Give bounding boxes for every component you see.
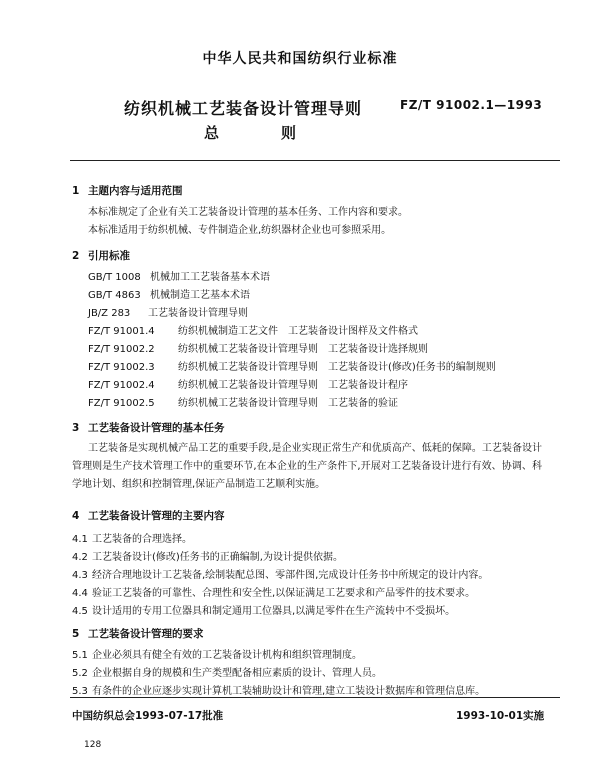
- standard-header: 中华人民共和国纺织行业标准: [202, 51, 398, 67]
- section-title: 工艺装备设计管理的要求: [88, 628, 204, 640]
- reference-title: 机械加工工艺装备基本术语: [150, 272, 270, 283]
- reference-code: FZ/T 91002.4: [88, 380, 155, 391]
- document-title: 纺织机械工艺装备设计管理导则: [124, 99, 363, 118]
- section-4-heading: [72, 508, 225, 523]
- item-text: 验证工艺装备的可靠性、合理性和安全性,以保证满足工艺要求和产品零件的技术要求。: [92, 588, 476, 599]
- reference-item: [88, 322, 418, 337]
- reference-item: [88, 304, 248, 319]
- item-text: 设计适用的专用工位器具和制定通用工位器具,以满足零件在生产流转中不受损坏。: [92, 606, 456, 617]
- section-title: 工艺装备设计管理的主要内容: [88, 510, 225, 522]
- section-title: 工艺装备设计管理的基本任务: [88, 422, 225, 434]
- section-title: 主题内容与适用范围: [88, 185, 183, 197]
- approval-date: 中国纺织总会1993-07-17批准: [72, 710, 224, 722]
- reference-title: 纺织机械工艺装备设计管理导则 工艺装备的验证: [178, 398, 398, 409]
- reference-code: FZ/T 91001.4: [88, 326, 155, 337]
- section-5-heading: [72, 626, 204, 641]
- section-number: 5: [72, 628, 80, 640]
- reference-title: 纺织机械制造工艺文件 工艺装备设计图样及文件格式: [178, 326, 418, 337]
- section-title: 引用标准: [88, 250, 130, 262]
- standard-code: FZ/T 91002.1—1993: [400, 98, 543, 112]
- item-number: 4.5: [72, 606, 88, 617]
- page-number: 128: [84, 740, 102, 750]
- document-subtitle: 总则: [204, 124, 359, 142]
- item-number: 4.3: [72, 570, 88, 581]
- reference-item: [88, 358, 496, 373]
- item-text: 工艺装备设计(修改)任务书的正确编制,为设计提供依据。: [92, 552, 343, 563]
- content-item: [72, 584, 475, 599]
- item-number: 4.2: [72, 552, 88, 563]
- reference-item: [88, 268, 270, 283]
- reference-code: GB/T 4863: [88, 290, 141, 301]
- reference-item: [88, 340, 428, 355]
- reference-item: [88, 376, 408, 391]
- item-number: 4.4: [72, 588, 88, 599]
- item-text: 企业根据自身的规模和生产类型配备相应素质的设计、管理人员。: [92, 668, 382, 679]
- implementation-date: 1993-10-01实施: [456, 710, 545, 722]
- item-number: 5.3: [72, 686, 88, 697]
- header-divider: [70, 160, 560, 161]
- section-2-heading: [72, 248, 130, 263]
- item-text: 有条件的企业应逐步实现计算机工装辅助设计和管理,建立工装设计数据库和管理信息库。: [92, 686, 486, 697]
- reference-code: FZ/T 91002.2: [88, 344, 155, 355]
- content-item: [72, 548, 343, 563]
- reference-code: FZ/T 91002.5: [88, 398, 155, 409]
- content-item: [72, 646, 362, 661]
- section-1-paragraph-2: 本标准适用于纺织机械、专件制造企业,纺织器材企业也可参照采用。: [88, 225, 392, 236]
- reference-title: 纺织机械工艺装备设计管理导则 工艺装备设计选择规则: [178, 344, 428, 355]
- section-1-heading: [72, 183, 183, 198]
- reference-title: 机械制造工艺基本术语: [150, 290, 250, 301]
- reference-code: GB/T 1008: [88, 272, 141, 283]
- item-number: 5.1: [72, 650, 88, 661]
- section-number: 4: [72, 510, 80, 522]
- item-number: 5.2: [72, 668, 88, 679]
- content-item: [72, 602, 455, 617]
- section-number: 2: [72, 250, 80, 262]
- reference-title: 纺织机械工艺装备设计管理导则 工艺装备设计(修改)任务书的编制规则: [178, 362, 496, 373]
- reference-title: 工艺装备设计管理导则: [148, 308, 248, 319]
- item-number: 4.1: [72, 534, 88, 545]
- section-number: 1: [72, 185, 80, 197]
- reference-item: [88, 286, 250, 301]
- item-text: 经济合理地设计工艺装备,绘制装配总图、零部件图,完成设计任务书中所规定的设计内容。: [92, 570, 489, 581]
- footer-divider: [70, 697, 560, 698]
- section-3-paragraph: 工艺装备是实现机械产品工艺的重要手段,是企业实现正常生产和优质高产、低耗的保障。工艺装备设计管理则是生产技术管理工作中的重要环节,在本企业的生产条件下,开展对工艺装备设计进行有效、协调、科学地计划、组织和控制管理,保证产品制造工艺顺利实施。: [72, 443, 542, 490]
- reference-code: JB/Z 283: [88, 308, 131, 319]
- section-number: 3: [72, 422, 80, 434]
- content-item: [72, 682, 485, 697]
- content-item: [72, 664, 382, 679]
- reference-code: FZ/T 91002.3: [88, 362, 155, 373]
- section-3-heading: [72, 420, 225, 435]
- reference-item: [88, 394, 398, 409]
- content-item: [72, 530, 192, 545]
- item-text: 企业必须具有健全有效的工艺装备设计机构和组织管理制度。: [92, 650, 362, 661]
- section-1-paragraph-1: 本标准规定了企业有关工艺装备设计管理的基本任务、工作内容和要求。: [88, 207, 408, 218]
- reference-title: 纺织机械工艺装备设计管理导则 工艺装备设计程序: [178, 380, 408, 391]
- content-item: [72, 566, 488, 581]
- item-text: 工艺装备的合理选择。: [92, 534, 192, 545]
